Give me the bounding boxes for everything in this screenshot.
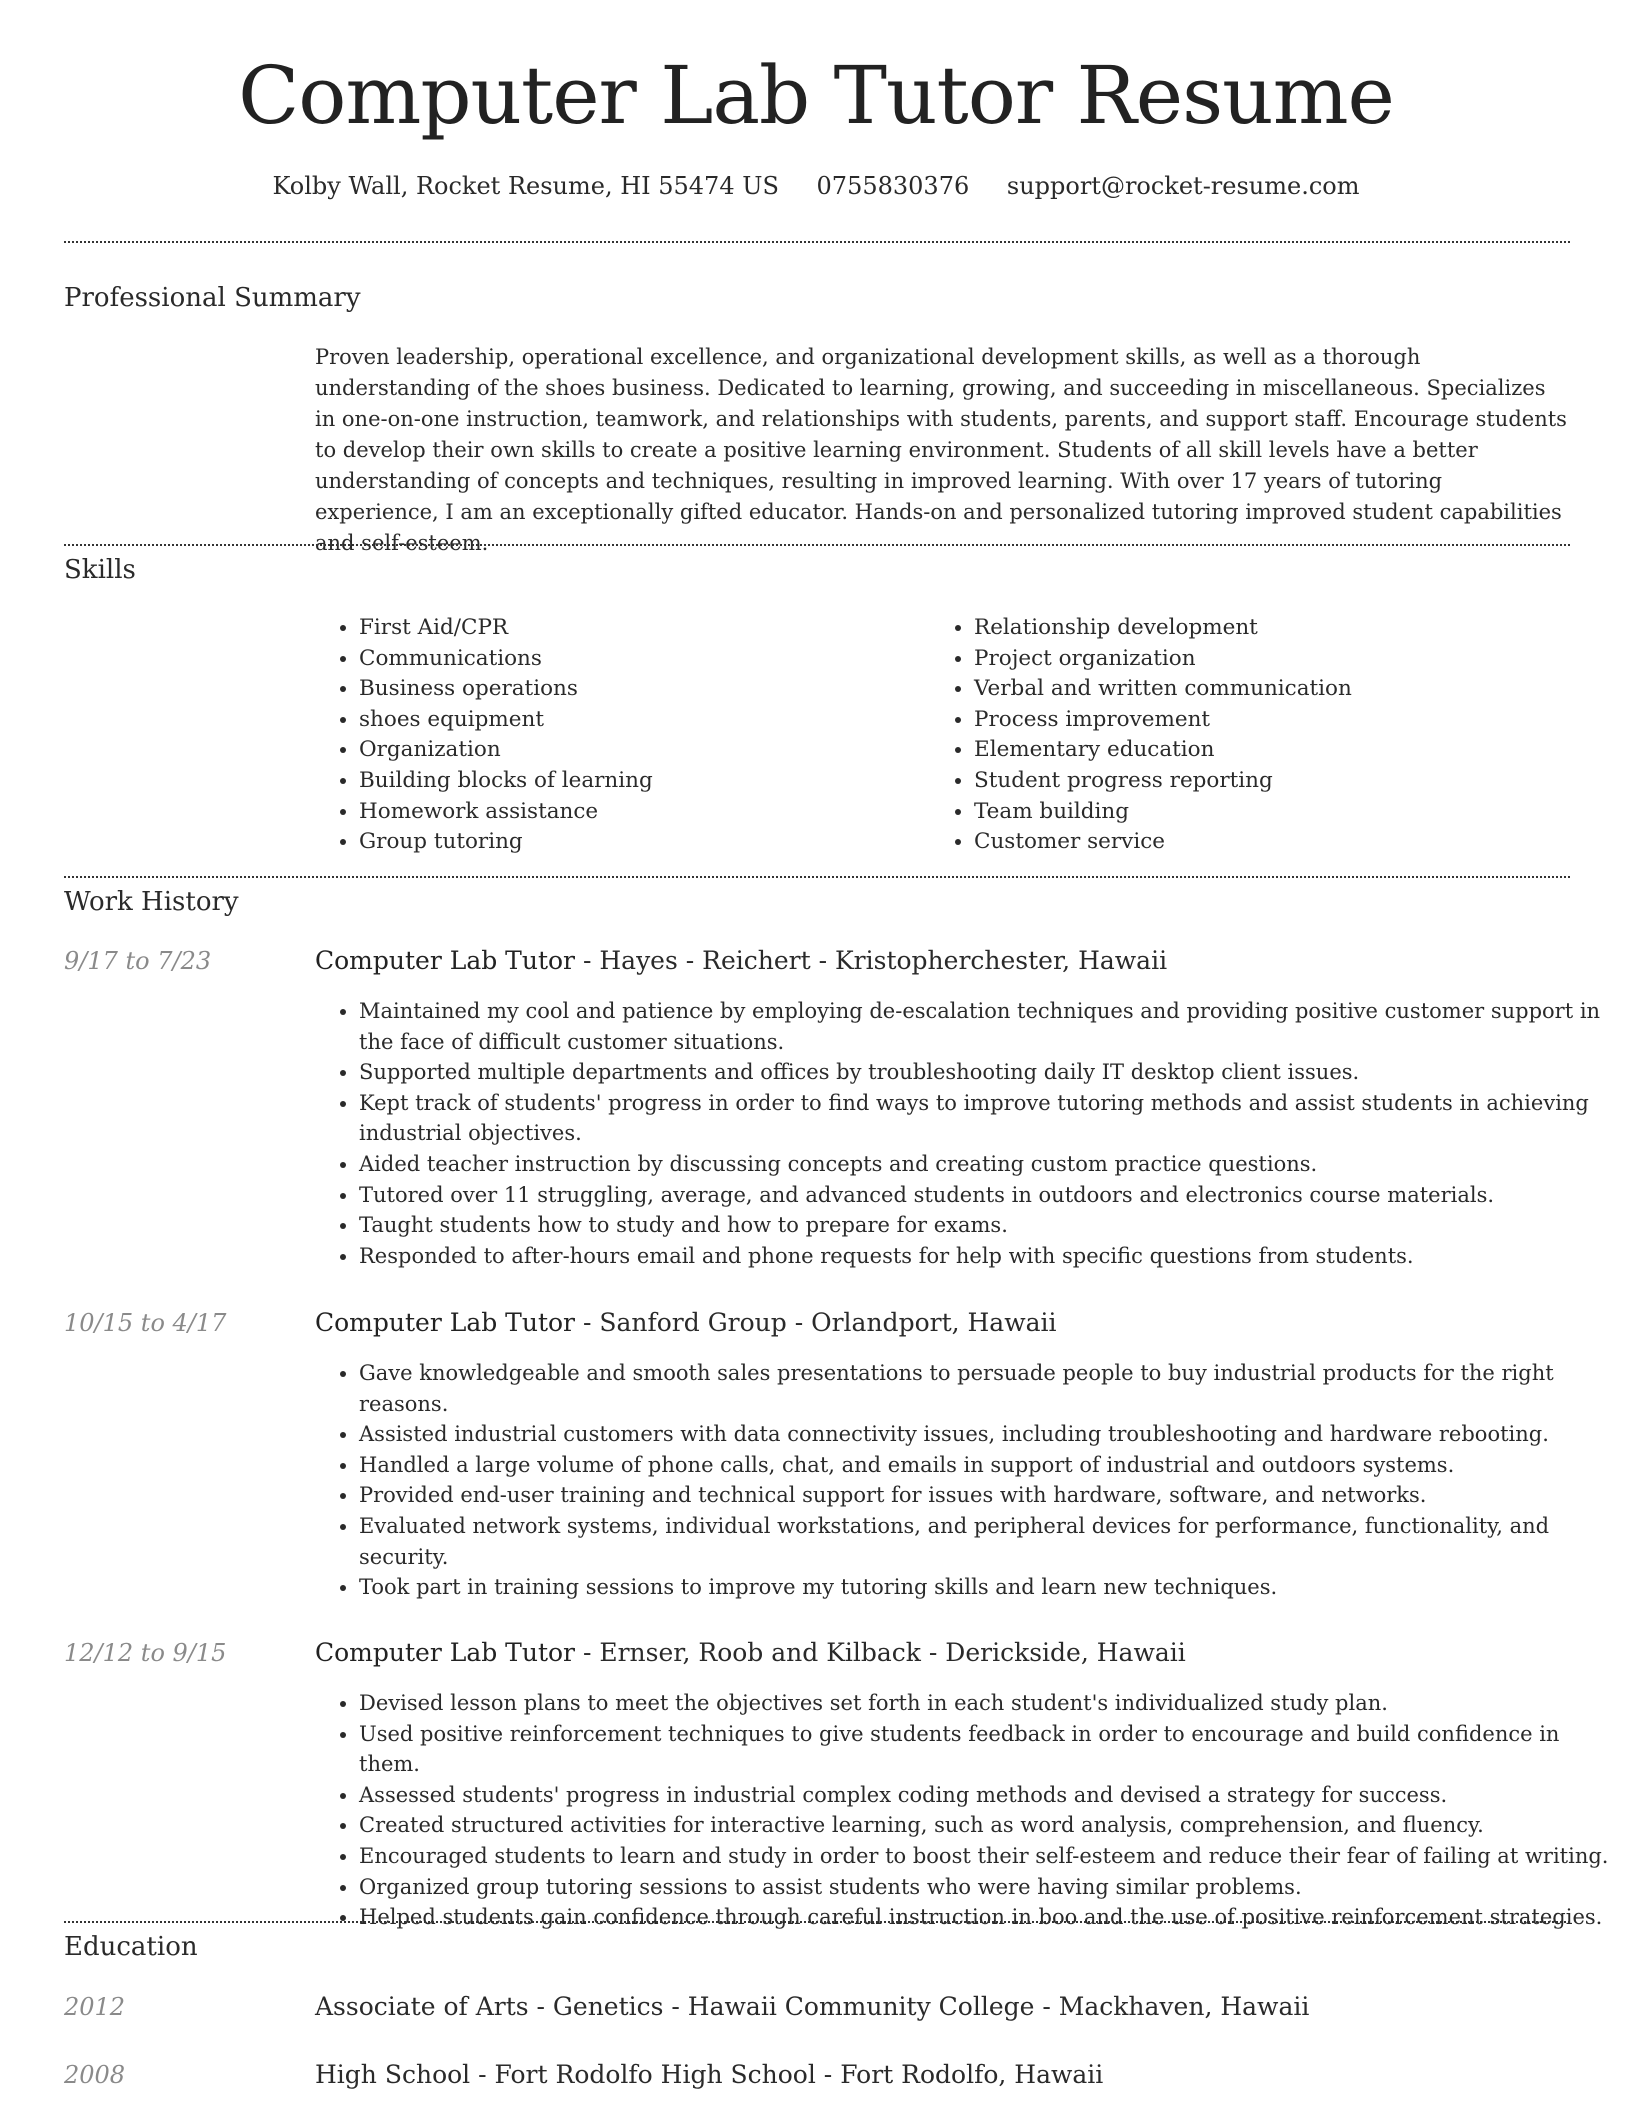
- skill-item: • Customer service: [974, 827, 1352, 858]
- job-bullet: • Created structured activities for interactive learning, such as word analysis, comprehension, and fluency.: [359, 1810, 1619, 1841]
- job-bullet: • Devised lesson plans to meet the objectives set forth in each student's individualized study plan.: [359, 1688, 1619, 1719]
- skill-item: • Process improvement: [974, 705, 1352, 736]
- divider: [64, 241, 1570, 243]
- skill-item: • Homework assistance: [359, 797, 653, 828]
- job-bullet: • Took part in training sessions to improve my tutoring skills and learn new techniques.: [359, 1572, 1619, 1603]
- skill-item: • Project organization: [974, 644, 1352, 675]
- skill-item: • Organization: [359, 735, 653, 766]
- skill-item: • Elementary education: [974, 735, 1352, 766]
- education-year: 2012: [64, 1993, 126, 2021]
- skill-item: • Team building: [974, 797, 1352, 828]
- job-bullet: • Tutored over 11 struggling, average, and advanced students in outdoors and electronics course materials.: [359, 1180, 1619, 1211]
- job-bullet: • Helped students gain confidence through careful instruction in boo and the use of positive reinforcement strategies.: [359, 1902, 1619, 1933]
- job-details: - Hayes - Reichert - Kristopherchester, Hawaii: [575, 946, 1168, 975]
- skill-item: • Verbal and written communication: [974, 674, 1352, 705]
- job-bullets: [315, 1688, 1619, 1933]
- job-bullet: • Responded to after-hours email and phone requests for help with specific questions from students.: [359, 1241, 1619, 1272]
- education-degree: High School: [315, 2060, 471, 2089]
- job-role: Computer Lab Tutor: [315, 946, 576, 975]
- education-year: 2008: [64, 2061, 126, 2089]
- job-bullet: • Taught students how to study and how to prepare for exams.: [359, 1210, 1619, 1241]
- job-title: [315, 946, 1167, 975]
- job-title: [315, 1308, 1057, 1337]
- summary-text: Proven leadership, operational excellence, and organizational development skills, as well as a thorough understanding of the shoes business. Dedicated to learning, growing, and succeeding in miscellaneous. Specializes in one-on-one instruction, teamwork, and relationships with students, parents, and support staff. Encourage students to develop their own skills to create a positive learning environment. Students of all skill levels have a better understanding of concepts and techniques, resulting in improved learning. With over 17 years of tutoring experience, I am an exceptionally gifted educator. Hands-on and personalized tutoring improved student capabilities and self-esteem.: [315, 345, 1567, 555]
- section-heading-work: Work History: [64, 887, 239, 917]
- skill-item: • Communications: [359, 644, 653, 675]
- section-heading-skills: Skills: [64, 555, 136, 585]
- job-bullet: • Aided teacher instruction by discussing concepts and creating custom practice questions.: [359, 1149, 1619, 1180]
- job-role: Computer Lab Tutor: [315, 1638, 576, 1667]
- skill-item: • First Aid/CPR: [359, 613, 653, 644]
- job-details: - Sanford Group - Orlandport, Hawaii: [575, 1308, 1057, 1337]
- job-dates: 9/17 to 7/23: [64, 947, 212, 975]
- job-bullet: • Encouraged students to learn and study in order to boost their self-esteem and reduce their fear of failing at writing.: [359, 1841, 1619, 1872]
- resume-title: Computer Lab Tutor Resume: [238, 49, 1394, 142]
- job-bullet: • Maintained my cool and patience by employing de-escalation techniques and providing positive customer support in the face of difficult customer situations.: [359, 996, 1619, 1057]
- job-details: - Ernser, Roob and Kilback - Derickside, Hawaii: [575, 1638, 1186, 1667]
- job-bullet: • Used positive reinforcement techniques to give students feedback in order to encourage and build confidence in them.: [359, 1719, 1619, 1780]
- divider: [64, 544, 1570, 546]
- education-details: - Genetics - Hawaii Community College - Mackhaven, Hawaii: [528, 1992, 1310, 2021]
- job-bullet: • Kept track of students' progress in order to find ways to improve tutoring methods and assist students in achieving industrial objectives.: [359, 1088, 1619, 1149]
- job-bullet: • Evaluated network systems, individual workstations, and peripheral devices for performance, functionality, and security.: [359, 1511, 1619, 1572]
- job-bullets: [315, 1358, 1619, 1603]
- job-bullet: • Gave knowledgeable and smooth sales presentations to persuade people to buy industrial products for the right reasons.: [359, 1358, 1619, 1419]
- job-bullet: • Organized group tutoring sessions to assist students who were having similar problems.: [359, 1872, 1619, 1903]
- job-bullets: [315, 996, 1619, 1271]
- skill-item: • Building blocks of learning: [359, 766, 653, 797]
- skill-item: • Student progress reporting: [974, 766, 1352, 797]
- job-bullet: • Supported multiple departments and offices by troubleshooting daily IT desktop client issues.: [359, 1057, 1619, 1088]
- job-dates: 12/12 to 9/15: [64, 1639, 227, 1667]
- job-bullet: • Provided end-user training and technical support for issues with hardware, software, and networks.: [359, 1480, 1619, 1511]
- skills-list-left: [315, 613, 653, 858]
- education-degree: Associate of Arts: [315, 1992, 529, 2021]
- section-heading-education: Education: [64, 1932, 198, 1962]
- job-title: [315, 1638, 1186, 1667]
- job-dates: 10/15 to 4/17: [64, 1309, 227, 1337]
- job-bullet: • Assisted industrial customers with data connectivity issues, including troubleshooting and hardware rebooting.: [359, 1419, 1619, 1450]
- divider: [64, 1921, 1570, 1923]
- job-role: Computer Lab Tutor: [315, 1308, 576, 1337]
- education-entry: [315, 1992, 1309, 2021]
- skill-item: • shoes equipment: [359, 705, 653, 736]
- job-bullet: • Assessed students' progress in industrial complex coding methods and devised a strategy for success.: [359, 1780, 1619, 1811]
- education-details: - Fort Rodolfo High School - Fort Rodolfo, Hawaii: [470, 2060, 1104, 2089]
- skill-item: • Group tutoring: [359, 827, 653, 858]
- skill-item: • Relationship development: [974, 613, 1352, 644]
- skill-item: • Business operations: [359, 674, 653, 705]
- job-bullet: • Handled a large volume of phone calls, chat, and emails in support of industrial and outdoors systems.: [359, 1450, 1619, 1481]
- contact-email: support@rocket-resume.com: [1006, 172, 1360, 200]
- education-entry: [315, 2060, 1103, 2089]
- contact-line: [0, 172, 1632, 200]
- contact-address: Kolby Wall, Rocket Resume, HI 55474 US: [272, 172, 779, 200]
- skills-list-right: [930, 613, 1352, 858]
- contact-phone: 0755830376: [816, 172, 970, 200]
- divider: [64, 876, 1570, 878]
- section-heading-summary: Professional Summary: [64, 283, 361, 313]
